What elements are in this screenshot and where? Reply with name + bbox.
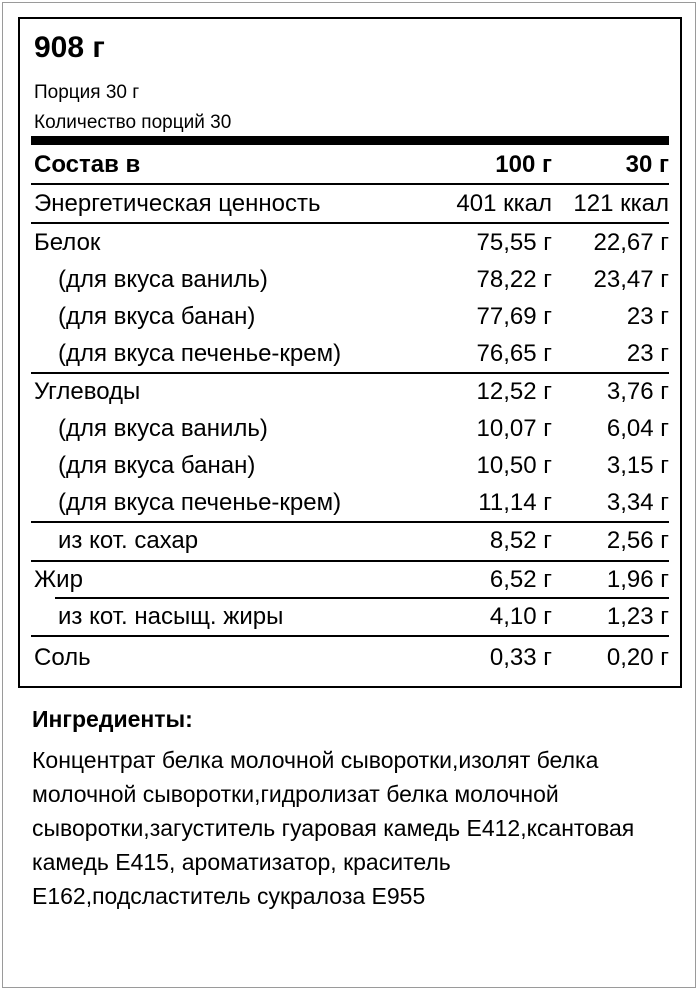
ingredients-title: Ингредиенты:	[32, 706, 193, 732]
column-header-name: Состав в	[34, 151, 141, 178]
row-divider	[31, 635, 669, 637]
row-name: Энергетическая ценность	[34, 190, 321, 217]
row-name: (для вкуса печенье-крем)	[58, 489, 342, 516]
row-value-30g: 23 г	[626, 340, 669, 367]
ingredients-text: Концентрат белка молочной сыворотки,изолят белка молочной сыворотки,гидролизат белка молочной сыворотки,загуститель гуаровая камедь Е412,ксантовая камедь Е415, ароматизатор, краситель Е162,подсластитель сукралоза Е955	[32, 747, 635, 909]
row-divider	[31, 560, 669, 562]
row-name: из кот. сахар	[58, 527, 199, 554]
servings-count: Количество порций 30	[34, 112, 232, 133]
row-value-100g: 401 ккал	[456, 190, 552, 217]
row-value-100g: 78,22 г	[476, 266, 552, 293]
row-value-30g: 1,96 г	[606, 566, 669, 593]
row-name: Белок	[34, 229, 101, 256]
row-value-100g: 77,69 г	[476, 303, 552, 330]
row-value-30g: 3,15 г	[606, 452, 669, 479]
row-value-30g: 2,56 г	[606, 527, 669, 554]
row-value-30g: 121 ккал	[573, 190, 669, 217]
row-value-100g: 75,55 г	[476, 229, 552, 256]
row-value-100g: 6,52 г	[489, 566, 552, 593]
row-value-30g: 23,47 г	[593, 266, 669, 293]
row-name: (для вкуса печенье-крем)	[58, 340, 342, 367]
row-name: (для вкуса ваниль)	[58, 266, 268, 293]
row-name: из кот. насыщ. жиры	[58, 603, 284, 630]
row-divider	[55, 597, 669, 599]
row-value-100g: 11,14 г	[478, 489, 552, 516]
row-divider	[31, 222, 669, 224]
row-value-100g: 4,10 г	[489, 603, 552, 630]
serving-size: Порция 30 г	[34, 82, 140, 103]
row-value-100g: 76,65 г	[476, 340, 552, 367]
row-value-30g: 3,76 г	[606, 378, 669, 405]
row-name: Углеводы	[34, 378, 141, 405]
row-value-30g: 6,04 г	[606, 415, 669, 442]
row-name: (для вкуса банан)	[58, 303, 256, 330]
net-weight: 908 г	[34, 31, 105, 64]
column-header-100g: 100 г	[495, 151, 552, 178]
row-value-30g: 3,34 г	[606, 489, 669, 516]
row-name: (для вкуса ваниль)	[58, 415, 268, 442]
row-divider	[31, 372, 669, 374]
row-value-100g: 12,52 г	[476, 378, 552, 405]
row-value-30g: 0,20 г	[606, 644, 669, 671]
row-name: Жир	[34, 566, 83, 593]
row-value-100g: 8,52 г	[489, 527, 552, 554]
row-name: Соль	[34, 644, 91, 671]
row-name: (для вкуса банан)	[58, 452, 256, 479]
row-value-30g: 1,23 г	[606, 603, 669, 630]
row-divider	[31, 521, 669, 523]
nutrition-label	[18, 17, 682, 688]
header-divider	[31, 136, 669, 145]
row-value-30g: 22,67 г	[593, 229, 669, 256]
row-value-100g: 10,50 г	[476, 452, 552, 479]
row-divider	[31, 183, 669, 185]
row-value-30g: 23 г	[626, 303, 669, 330]
row-value-100g: 10,07 г	[476, 415, 552, 442]
column-header-30g: 30 г	[625, 151, 669, 178]
row-value-100g: 0,33 г	[489, 644, 552, 671]
